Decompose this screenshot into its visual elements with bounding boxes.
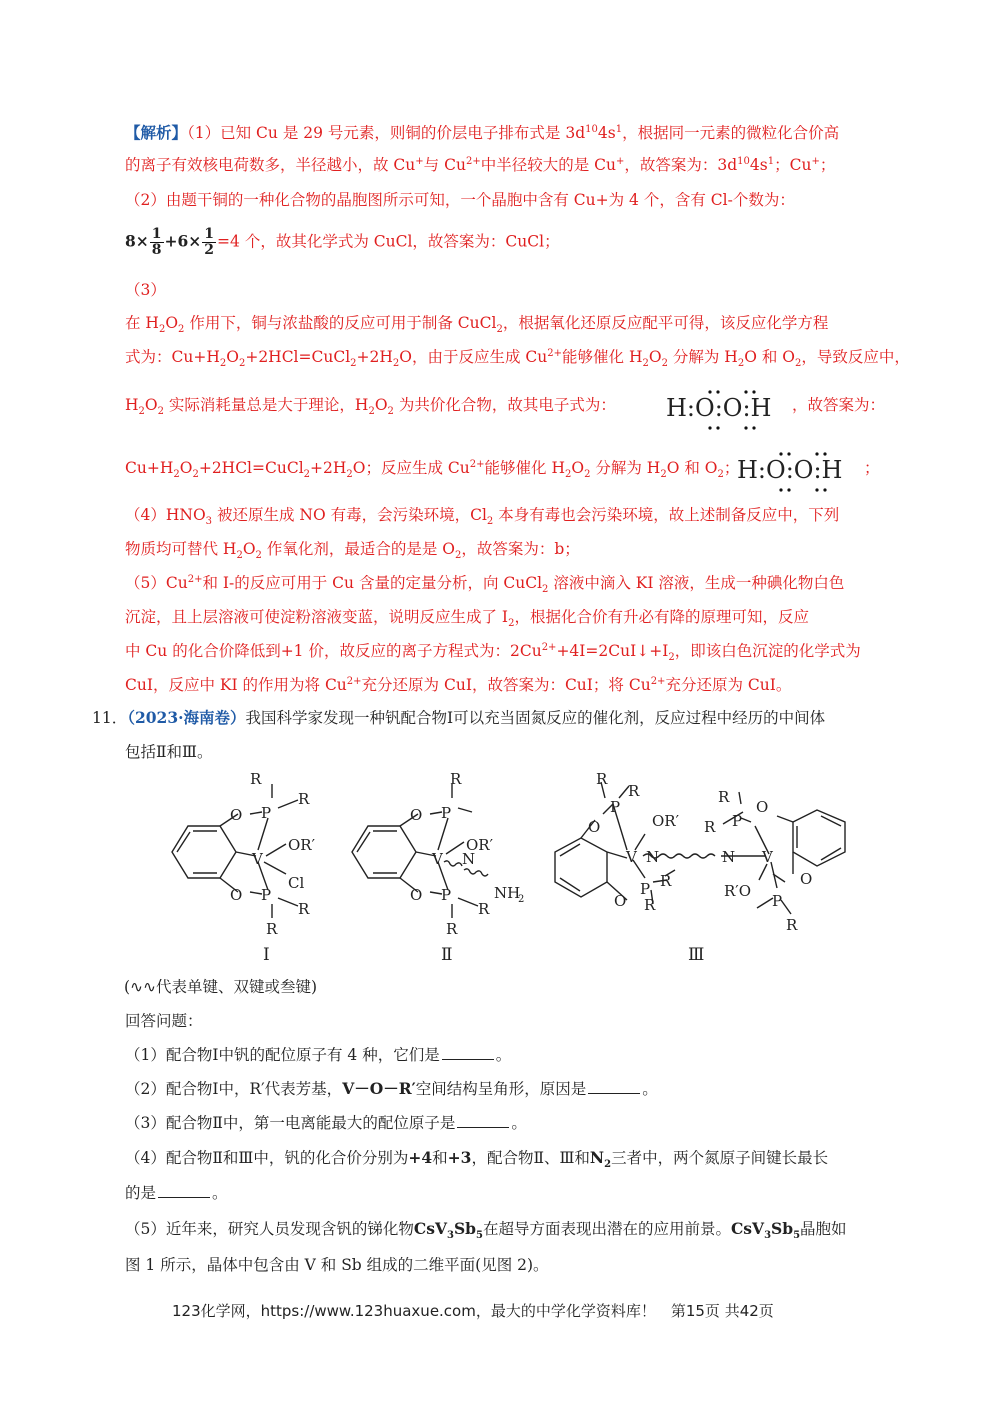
I-P-bot: P	[261, 886, 272, 904]
analysis-line-3: （2）由题干铜的一种化合物的晶胞图所示可知，一个晶胞中含有 Cu+为 4 个，含有 Cl-个数为：	[125, 191, 795, 209]
lone-pair-dot	[779, 452, 782, 455]
II-O-top: O	[410, 806, 423, 824]
I-O-bot: O	[230, 886, 243, 904]
analysis-line-9b: ；	[864, 459, 880, 477]
II-R-top: R	[450, 770, 462, 788]
analysis-line-8b: ，故答案为：	[792, 396, 886, 414]
III-RpO: R′O	[724, 882, 751, 900]
II-ORp: OR′	[466, 836, 493, 854]
complex-III	[555, 782, 845, 914]
structure-diagram	[160, 770, 880, 970]
II-N: N	[462, 850, 476, 868]
III-P2: P	[640, 880, 651, 898]
analysis-tag: 【解析】	[125, 123, 188, 142]
analysis-line-11: 物质均可替代 $H_2O_2$ 作氧化剂，最适合的是是 $O_2$，故答案为：b；	[125, 540, 580, 562]
lone-pair-dot	[708, 390, 711, 393]
lewis-structure-1	[666, 386, 788, 436]
III-O2: O	[614, 892, 627, 910]
wavy-bond-icon: (∿∿	[124, 978, 157, 996]
analysis-line-10: $(4)HNO_3$ 被还原生成 NO 有毒，会污染环境，$Cl_2$ 本身有毒也会污染环境，故上述制备反应中，下列	[125, 506, 840, 528]
lone-pair-dot	[815, 488, 818, 491]
I-R-top: R	[250, 770, 262, 788]
lewis-dots-1	[666, 386, 788, 432]
III-O1: O	[588, 818, 601, 836]
analysis-line-8: $H_2O_2$ 实际消耗量总是大于理论，$H_2O_2$ 为共价化合物，故其电子式为：	[125, 396, 616, 418]
label-I: Ⅰ	[263, 945, 270, 965]
page-footer: 123化学网，https://www.123huaxue.com，最大的中学化学资料库！ 第15页 共42页	[172, 1302, 774, 1320]
question-11-stem: 11．（2023·海南卷）我国科学家发现一种钒配合物Ⅰ可以充当固氮反应的催化剂，反应过程中经历的中间体	[92, 708, 826, 727]
analysis-line-13: 沉淀，且上层溶液可使淀粉溶液变蓝，说明反应生成了 $I_2$，根据化合价有升必有降的原理可知，反应	[125, 608, 809, 630]
analysis-line-1: 【解析】（1）已知 Cu 是 29 号元素，则铜的价层电子排布式是 $3d^{10}4s^1$，根据同一元素的微粒化合价高	[125, 123, 840, 142]
III-V1: V	[626, 848, 637, 866]
I-R-right: R	[298, 790, 310, 808]
III-R4: R	[644, 896, 656, 914]
lone-pair-dot	[823, 452, 826, 455]
q2-blank[interactable]	[588, 1093, 640, 1094]
q2: （2）配合物Ⅰ中，R′代表芳基，V－O－R′空间结构呈角形，原因是 。	[125, 1079, 658, 1098]
q4-blank[interactable]	[158, 1197, 210, 1198]
lone-pair-dot	[716, 390, 719, 393]
question-11-stem-2: 包括Ⅱ和Ⅲ。	[125, 743, 213, 761]
label-III: Ⅲ	[688, 945, 705, 965]
lewis-text-2: H:O:O:H	[737, 456, 843, 484]
answer-prompt: 回答问题：	[125, 1012, 203, 1030]
analysis-line-5: （3）	[125, 281, 166, 299]
III-O3: O	[756, 798, 769, 816]
q1-blank[interactable]	[442, 1059, 494, 1060]
III-O4: O	[800, 870, 813, 888]
lone-pair-dot	[787, 452, 790, 455]
II-NH2: NH	[494, 884, 521, 902]
III-P4: P	[772, 892, 783, 910]
II-NH2-sub: 2	[518, 894, 525, 905]
lone-pair-dot	[708, 426, 711, 429]
II-R-bot: R	[478, 900, 490, 918]
III-N2: N	[722, 848, 736, 866]
III-N1: N	[646, 848, 660, 866]
III-R2: R	[628, 782, 640, 800]
q5-line2: 图 1 所示，晶体中包含由 V 和 Sb 组成的二维平面(见图 2)。	[125, 1256, 549, 1274]
lone-pair-dot	[752, 390, 755, 393]
label-II: Ⅱ	[441, 945, 453, 965]
lewis-text-1: H:O:O:H	[666, 394, 772, 422]
lewis-structure-2	[737, 448, 859, 498]
lone-pair-dot	[815, 452, 818, 455]
I-P-top: P	[261, 804, 272, 822]
analysis-line-6: 在 $H_2O_2$ 作用下，铜与浓盐酸的反应可用于制备 CuCl$_2$，根据氧化还原反应配平可得，该反应化学方程	[125, 314, 829, 336]
I-V: V	[252, 850, 263, 868]
II-V: V	[432, 850, 443, 868]
II-O-bot: O	[410, 886, 423, 904]
q1: （1）配合物Ⅰ中钒的配位原子有 4 种，它们是 。	[125, 1046, 512, 1064]
I-Cl: Cl	[288, 874, 305, 892]
III-R5: R	[718, 788, 730, 806]
II-P-bot: P	[441, 886, 452, 904]
II-P-top: P	[441, 804, 452, 822]
III-R1: R	[596, 770, 608, 788]
III-R3: R	[660, 872, 672, 890]
analysis-line-15: CuI，反应中 KI 的作用为将 $Cu^{2+}$充分还原为 CuI，故答案为：CuI；将 $Cu^{2+}$充分还原为 CuI。	[125, 675, 792, 694]
I-R-bot2: R	[266, 920, 278, 938]
II-R-bot2: R	[446, 920, 458, 938]
III-P1: P	[610, 798, 621, 816]
q5: （5）近年来，研究人员发现含钒的锑化物$CsV_3Sb_5$在超导方面表现出潜在的应用前景。$CsV_3Sb_5$晶胞如	[125, 1219, 847, 1242]
q4-line2: 的是 。	[125, 1184, 228, 1202]
III-R7: R	[786, 916, 798, 934]
analysis-line-12: $(5)Cu^{2+}$和 I-的反应可用于 Cu 含量的定量分析，向 CuCl$_2$ 溶液中滴入 KI 溶液，生成一种碘化物白色	[125, 573, 845, 596]
analysis-line-14: 中 Cu 的化合价降低到+1 价，故反应的离子方程式为：$2Cu^{2+}+4I=2CuI↓+I_2$，即该白色沉淀的化学式为	[125, 641, 861, 664]
analysis-line-9: $Cu+H_2O_2+2HCl=CuCl_2+2H_2O$；反应生成 $Cu^{2+}$能够催化 $H_2O_2$ 分解为 $H_2O$ 和 $O_2$；	[125, 458, 740, 481]
lone-pair-dot	[779, 488, 782, 491]
lone-pair-dot	[744, 426, 747, 429]
I-ORp: OR′	[288, 836, 315, 854]
question-number: 11．	[92, 709, 128, 727]
lone-pair-dot	[744, 390, 747, 393]
fraction-one-half: $\frac{1}{2}$	[204, 226, 215, 258]
lone-pair-dot	[716, 426, 719, 429]
lewis-dots-2	[737, 448, 859, 494]
analysis-line-4: 8× $\frac{1}{8}$ +6× $\frac{1}{2}$ =4 个，故其化学式为 CuCl，故答案为：CuCl；	[125, 226, 560, 258]
q4: （4）配合物Ⅱ和Ⅲ中，钒的化合价分别为+4和+3，配合物Ⅱ、Ⅲ和$N_2$三者中，两个氮原子间键长最长	[125, 1148, 829, 1171]
I-R-bot: R	[298, 900, 310, 918]
III-ORp: OR′	[652, 812, 679, 830]
analysis-line-2: 的离子有效核电荷数多，半径越小，故 Cu+与 $Cu^{2+}$中半径较大的是 Cu+，故答案为：$3d^{10}4s^1$；Cu+；	[125, 155, 836, 174]
fraction-one-eighth: $\frac{1}{8}$	[151, 226, 162, 258]
wavy-bond-note: (∿∿代表单键、双键或叁键)	[124, 978, 318, 996]
lone-pair-dot	[787, 488, 790, 491]
analysis-line-7: 式为：$Cu+H_2O_2+2HCl=CuCl_2+2H_2O$，由于反应生成 $Cu^{2+}$能够催化 $H_2O_2$ 分解为 $H_2O$ 和 $O_2$，导致反应中，	[125, 347, 910, 370]
III-R6: R	[704, 818, 716, 836]
III-P3: P	[732, 812, 743, 830]
q3-blank[interactable]	[457, 1127, 509, 1128]
I-O-top: O	[230, 806, 243, 824]
lone-pair-dot	[823, 488, 826, 491]
q3: （3）配合物Ⅱ中，第一电离能最大的配位原子是 。	[125, 1114, 527, 1132]
lone-pair-dot	[752, 426, 755, 429]
question-source: （2023·海南卷）	[127, 708, 246, 727]
III-V2: V	[762, 848, 773, 866]
